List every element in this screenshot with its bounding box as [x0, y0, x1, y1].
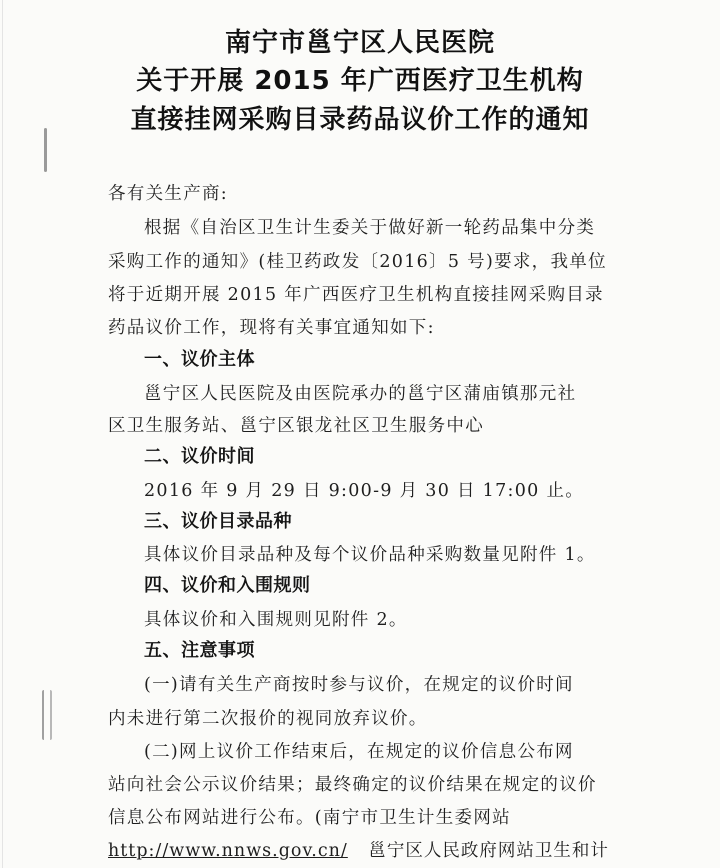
section-5-item-2-line: 信息公布网站进行公布。(南宁市卫生计生委网站 [108, 808, 511, 828]
section-3-heading: 三、议价目录品种 [144, 511, 292, 532]
section-5-heading: 五、注意事项 [144, 640, 255, 661]
section-5-item-2-tail: 邕宁区人民政府网站卫生和计 [368, 841, 609, 861]
section-5-item-1-line: (一)请有关生产商按时参与议价，在规定的议价时间 [144, 675, 574, 695]
section-4-heading: 四、议价和入围规则 [144, 575, 311, 596]
section-1-body-line: 邕宁区人民医院及由医院承办的邕宁区蒲庙镇那元社 [144, 384, 577, 404]
intro-line: 采购工作的通知》(桂卫药政发〔2016〕5 号)要求，我单位 [108, 252, 607, 272]
intro-line: 将于近期开展 2015 年广西医疗卫生机构直接挂网采购目录 [108, 285, 604, 305]
section-5-item-2-line: (二)网上议价工作结束后，在规定的议价信息公布网 [144, 742, 574, 762]
section-5-item-2-last-line [108, 837, 609, 862]
section-1-heading: 一、议价主体 [144, 349, 255, 370]
section-2-body: 2016 年 9 月 29 日 9:00-9 月 30 日 17:00 止。 [144, 481, 585, 501]
section-4-body: 具体议价和入围规则见附件 2。 [144, 610, 408, 630]
doc-title-line-1: 南宁市邕宁区人民医院 [224, 28, 495, 58]
intro-line: 药品议价工作，现将有关事宜通知如下: [108, 318, 435, 338]
section-2-heading: 二、议价时间 [144, 446, 255, 467]
health-commission-url: http://www.nnws.gov.cn/ [108, 841, 348, 861]
section-1-body-line: 区卫生服务站、邕宁区银龙社区卫生服务中心 [108, 416, 484, 436]
section-5-item-1-line: 内未进行第二次报价的视同放弃议价。 [108, 709, 428, 729]
salutation: 各有关生产商: [108, 184, 228, 204]
section-5-item-2-line: 站向社会公示议价结果；最终确定的议价结果在规定的议价 [108, 775, 597, 795]
doc-title-line-3: 直接挂网采购目录药品议价工作的通知 [130, 105, 590, 135]
intro-line: 根据《自治区卫生计生委关于做好新一轮药品集中分类 [144, 218, 596, 238]
binder-clip-mark [42, 690, 52, 740]
doc-title-line-2: 关于开展 2015 年广西医疗卫生机构 [136, 66, 584, 96]
section-3-body: 具体议价目录品种及每个议价品种采购数量见附件 1。 [144, 545, 596, 565]
